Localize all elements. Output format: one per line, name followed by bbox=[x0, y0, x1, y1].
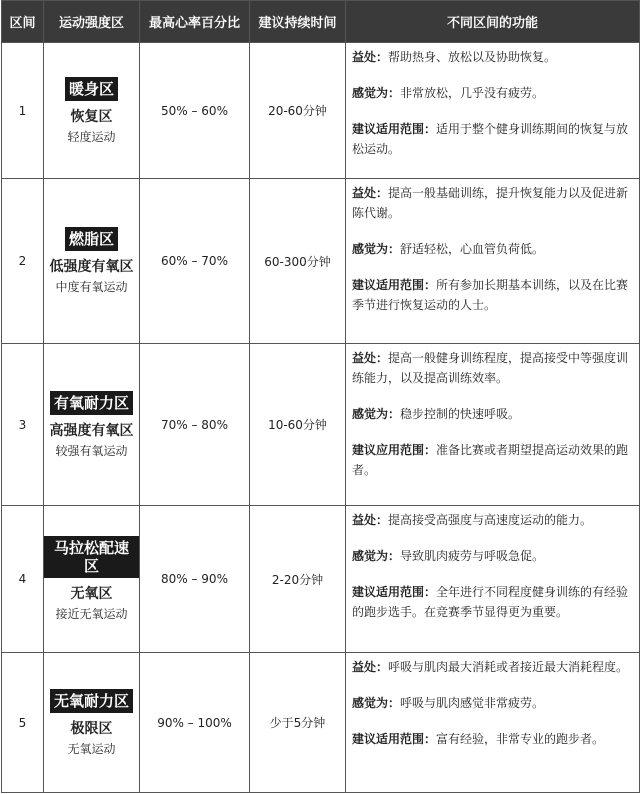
feel-text: 感觉为：呼吸与肌肉感觉非常疲劳。 bbox=[352, 696, 545, 710]
header-intensity-zone: 运动强度区 bbox=[44, 1, 140, 43]
table-row bbox=[2, 653, 640, 793]
table-row bbox=[2, 179, 640, 344]
zone-subtitle: 恢复区 bbox=[70, 108, 113, 125]
function-cell bbox=[346, 506, 640, 653]
table-row bbox=[2, 506, 640, 653]
feel-text: 感觉为：稳步控制的快速呼吸。 bbox=[352, 407, 521, 421]
zone-description: 接近无氧运动 bbox=[55, 607, 128, 621]
zone-description: 无氧运动 bbox=[67, 741, 116, 756]
zone-name: 马拉松配速区 bbox=[44, 536, 139, 578]
zone-name: 无氧耐力区 bbox=[50, 689, 133, 713]
intensity-zone-cell bbox=[44, 506, 140, 653]
header-zone-number: 区间 bbox=[2, 1, 44, 43]
duration: 10-60分钟 bbox=[250, 344, 346, 506]
heart-rate-zone-table bbox=[1, 0, 640, 793]
zone-subtitle: 无氧区 bbox=[70, 586, 113, 602]
zone-name: 有氧耐力区 bbox=[50, 391, 133, 415]
function-cell bbox=[346, 653, 640, 793]
duration: 60-300分钟 bbox=[250, 179, 346, 344]
duration: 2-20分钟 bbox=[250, 506, 346, 653]
intensity-zone-cell bbox=[44, 179, 140, 344]
zone-name: 燃脂区 bbox=[65, 227, 118, 251]
function-cell bbox=[346, 344, 640, 506]
zone-subtitle: 高强度有氧区 bbox=[49, 422, 134, 439]
feel-text: 感觉为：非常放松，几乎没有疲劳。 bbox=[352, 86, 545, 100]
function-cell bbox=[346, 43, 640, 179]
benefit-text: 益处：提高接受高强度与高速度运动的能力。 bbox=[352, 513, 593, 527]
zone-description: 轻度运动 bbox=[67, 129, 116, 144]
benefit-text: 益处：提高一般健身训练程度，提高接受中等强度训练能力，以及提高训练效率。 bbox=[352, 351, 629, 385]
zone-number: 3 bbox=[2, 344, 44, 506]
feel-text: 感觉为：舒适轻松，心血管负荷低。 bbox=[352, 242, 545, 256]
intensity-zone-cell bbox=[44, 43, 140, 179]
max-hr-percent: 50% – 60% bbox=[140, 43, 250, 179]
intensity-zone-cell bbox=[44, 344, 140, 506]
zone-subtitle: 极限区 bbox=[70, 720, 113, 737]
max-hr-percent: 80% – 90% bbox=[140, 506, 250, 653]
zone-number: 4 bbox=[2, 506, 44, 653]
benefit-text: 益处：帮助热身、放松以及协助恢复。 bbox=[352, 50, 557, 64]
zone-description: 较强有氧运动 bbox=[55, 443, 128, 458]
scope-text: 建议适用范围：适用于整个健身训练期间的恢复与放松运动。 bbox=[352, 122, 629, 156]
duration: 20-60分钟 bbox=[250, 43, 346, 179]
scope-text: 建议适用范围：富有经验，非常专业的跑步者。 bbox=[352, 732, 605, 746]
feel-text: 感觉为：导致肌肉疲劳与呼吸急促。 bbox=[352, 549, 545, 563]
zone-subtitle: 低强度有氧区 bbox=[49, 259, 134, 275]
benefit-text: 益处：呼吸与肌肉最大消耗或者接近最大消耗程度。 bbox=[352, 660, 629, 674]
header-function: 不同区间的功能 bbox=[346, 1, 640, 43]
function-cell bbox=[346, 179, 640, 344]
zone-number: 2 bbox=[2, 179, 44, 344]
duration: 少于5分钟 bbox=[250, 653, 346, 793]
max-hr-percent: 60% – 70% bbox=[140, 179, 250, 344]
zone-number: 1 bbox=[2, 43, 44, 179]
table-row bbox=[2, 344, 640, 506]
zone-description: 中度有氧运动 bbox=[55, 280, 128, 294]
header-duration: 建议持续时间 bbox=[250, 1, 346, 43]
max-hr-percent: 90% – 100% bbox=[140, 653, 250, 793]
table-row bbox=[2, 43, 640, 179]
header-max-hr-percent: 最高心率百分比 bbox=[140, 1, 250, 43]
benefit-text: 益处：提高一般基础训练，提升恢复能力以及促进新陈代谢。 bbox=[352, 186, 629, 220]
scope-text: 建议适用范围：全年进行不同程度健身训练的有经验的跑步选手。在竞赛季节显得更为重要。 bbox=[352, 585, 629, 619]
table-header-row bbox=[2, 1, 640, 43]
zone-name: 暖身区 bbox=[65, 77, 118, 101]
scope-text: 建议应用范围：准备比赛或者期望提高运动效果的跑者。 bbox=[352, 443, 629, 477]
intensity-zone-cell bbox=[44, 653, 140, 793]
scope-text: 建议适用范围：所有参加长期基本训练，以及在比赛季节进行恢复运动的人士。 bbox=[352, 278, 629, 312]
zone-number: 5 bbox=[2, 653, 44, 793]
max-hr-percent: 70% – 80% bbox=[140, 344, 250, 506]
